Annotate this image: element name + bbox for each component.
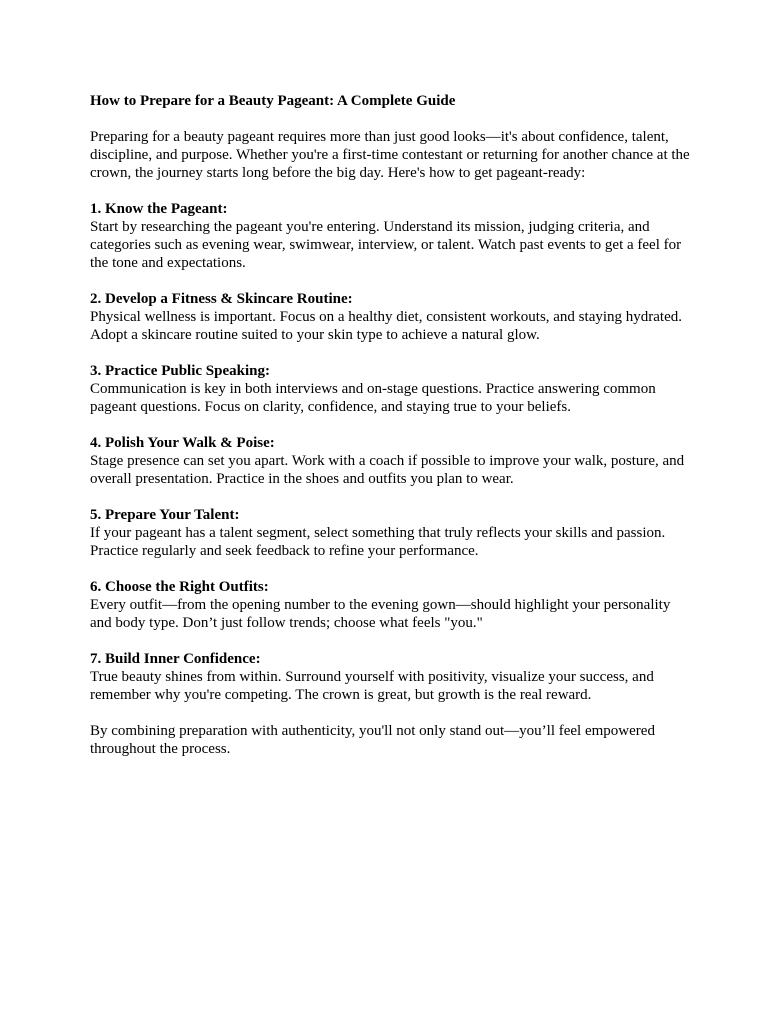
section-inner-confidence <box>90 650 690 704</box>
section-body: Stage presence can set you apart. Work with a coach if possible to improve your walk, posture, and overall presentation. Practice in the shoes and outfits you plan to wear. <box>90 453 685 487</box>
section-fitness-skincare <box>90 290 690 344</box>
section-body: Physical wellness is important. Focus on a healthy diet, consistent workouts, and staying hydrated. Adopt a skincare routine suited to your skin type to achieve a natural glow. <box>90 309 682 343</box>
section-know-the-pageant <box>90 200 690 272</box>
section-heading: 2. Develop a Fitness & Skincare Routine: <box>90 291 353 307</box>
section-right-outfits <box>90 578 690 632</box>
section-heading: 3. Practice Public Speaking: <box>90 363 270 379</box>
intro-paragraph: Preparing for a beauty pageant requires more than just good looks—it's about confidence, talent, discipline, and purpose. Whether you're a first-time contestant or returning for another chance at the crown, the journey starts long before the big day. Here's how to get pageant-ready: <box>90 129 690 181</box>
section-prepare-talent <box>90 506 690 560</box>
document-title: How to Prepare for a Beauty Pageant: A Complete Guide <box>90 93 456 109</box>
section-heading: 7. Build Inner Confidence: <box>90 651 261 667</box>
document-page <box>90 92 690 758</box>
section-body: True beauty shines from within. Surround yourself with positivity, visualize your success, and remember why you're competing. The crown is great, but growth is the real reward. <box>90 669 654 703</box>
section-heading: 6. Choose the Right Outfits: <box>90 579 269 595</box>
section-body: Every outfit—from the opening number to the evening gown—should highlight your personality and body type. Don’t just follow trends; choose what feels "you." <box>90 597 671 631</box>
section-walk-poise <box>90 434 690 488</box>
section-body: Start by researching the pageant you're entering. Understand its mission, judging criteria, and categories such as evening wear, swimwear, interview, or talent. Watch past events to get a feel for the tone and expectations. <box>90 219 682 271</box>
section-heading: 5. Prepare Your Talent: <box>90 507 240 523</box>
section-public-speaking <box>90 362 690 416</box>
closing-paragraph: By combining preparation with authenticity, you'll not only stand out—you’ll feel empowered throughout the process. <box>90 723 655 757</box>
section-heading: 4. Polish Your Walk & Poise: <box>90 435 275 451</box>
section-body: If your pageant has a talent segment, select something that truly reflects your skills and passion. Practice regularly and seek feedback to refine your performance. <box>90 525 666 559</box>
section-heading: 1. Know the Pageant: <box>90 201 228 217</box>
section-body: Communication is key in both interviews and on-stage questions. Practice answering common pageant questions. Focus on clarity, confidence, and staying true to your beliefs. <box>90 381 656 415</box>
